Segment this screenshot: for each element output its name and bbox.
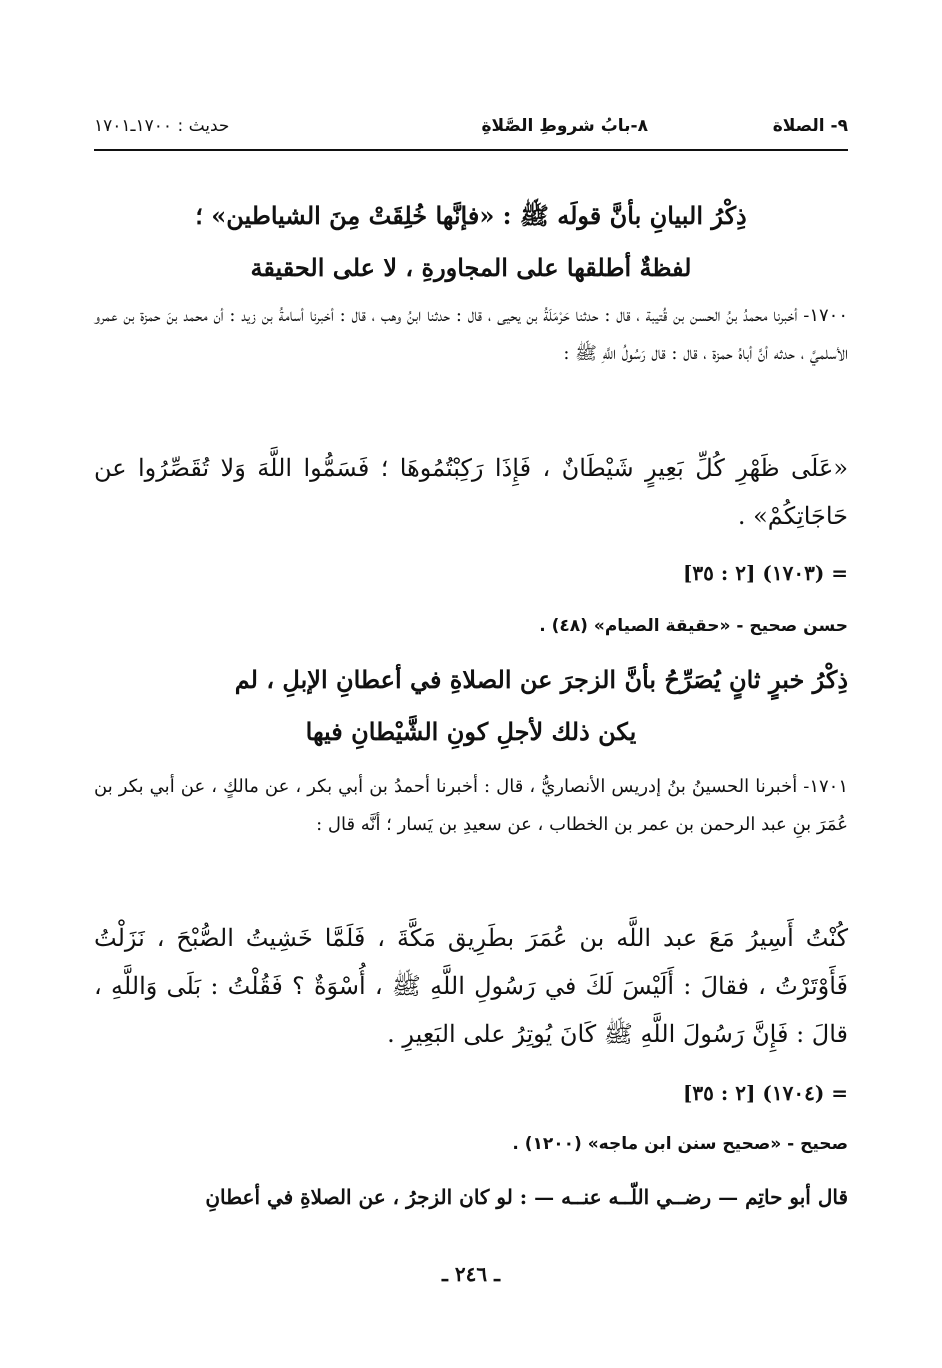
page-number: ـ ٢٤٦ ـ [442, 1262, 500, 1286]
section1-heading-line2: لفظةٌ أطلقها على المجاورةِ ، لا على الحقيقة [250, 253, 692, 282]
section2-heading-line1: ذِكْرُ خبرٍ ثانٍ يُصَرِّحُ بأنَّ الزجرَ عن الصلاةِ في أعطانِ الإبلِ ، لم [234, 665, 848, 694]
closing-commentary: قال أبو حاتِم — رضــي اللّــه عنــه — : لو كان الزجرُ ، عن الصلاةِ في أعطانِ [205, 1185, 848, 1209]
hadith-1701-matn: كُنْتُ أَسِيرُ مَعَ عبد اللَّه بن عُمَرَ بطَرِيق مَكَّةَ ، فَلَمَّا خَشِيتُ الصُّبْحَ ، نَزَلْتُ فَأَوْتَرْتُ ، فقالَ : أَلَيْسَ لَكَ في رَسُولِ اللَّهِ ﷺ ، أُسْوَةٌ ؟ فَقُلْتُ : بَلَى وَاللَّهِ ، قالَ : فَإِنَّ رَسُولَ اللَّهِ ﷺ كَانَ يُوتِرُ على البَعِيرِ . [94, 924, 848, 1048]
hadith-1701-isnad: ١٧٠١- أخبرنا الحسينُ بنُ إدريس الأنصاريُّ ، قال : أخبرنا أحمدُ بن أبي بكر ، عن مالكٍ ، عن أبي بكر بن عُمَرَ بنِ عبد الرحمن بن عمر بن الخطاب ، عن سعيدِ بن يَسار ؛ أنَّه قال : [94, 776, 848, 835]
header-divider [94, 149, 848, 151]
hadith-1700-matn: «عَلَى ظَهْرِ كُلِّ بَعِيرٍ شَيْطَانٌ ، فَإِذَا رَكِبْتُمُوهَا ؛ فَسَمُّوا اللَّهَ وَلا تُقَصِّرُوا عن حَاجَاتِكُمْ» . [94, 454, 848, 530]
hadith-1701-grade: صحيح - «صحيح سنن ابن ماجه» (١٢٠٠) . [512, 1134, 848, 1154]
running-header [94, 112, 848, 146]
section2-heading [94, 654, 848, 758]
chapter-title: ٩- الصلاة [772, 116, 848, 136]
hadith-range: حديث : ١٧٠٠ـ١٧٠١ [94, 116, 230, 136]
hadith-1701-reference: = (١٧٠٤) [٢ : ٣٥] [682, 1081, 848, 1105]
section-title: ٨-بابُ شروطِ الصَّلاةِ [481, 116, 648, 136]
hadith-1700-reference: = (١٧٠٣) [٢ : ٣٥] [682, 561, 848, 585]
section1-heading-line1: ذِكْرُ البيانِ بأنَّ قولَه ﷺ : «فإنَّها خُلِقَتْ مِنَ الشياطين» ؛ [195, 201, 747, 230]
hadith-1700-isnad: ١٧٠٠- أخبرنا محمدُ بنُ الحسن بن قُتيبة ، قال : حدثنا حَرْمَلَةُ بن يحيى ، قال : حدثنا ابنُ وهب ، قال : أخبرنا أسامةُ بن زيد : أن محمد بنَ حمزة بن عمرو الأسلميَّ ، حدثه أنَّ أباهُ حمزة ، قال : قال رَسُولُ اللَّهِ ﷺ : [94, 305, 848, 364]
hadith-1700-grade: حسن صحيح - «حقيقة الصيام» (٤٨) . [539, 616, 848, 636]
section2-heading-line2: يكن ذلك لأجلِ كونِ الشَّيْطانِ فيها [305, 717, 637, 746]
section1-heading [94, 190, 848, 294]
